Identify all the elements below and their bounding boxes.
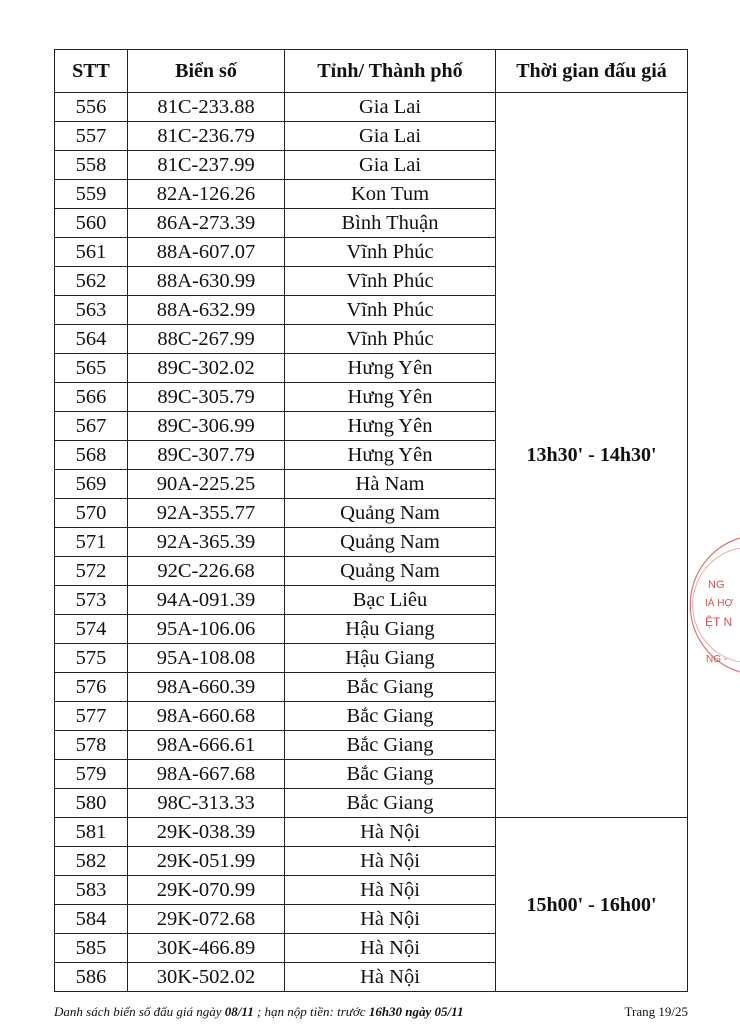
cell-province: Bắc Giang — [285, 731, 496, 760]
cell-stt: 562 — [55, 267, 128, 296]
footer-deadline: 16h30 ngày 05/11 — [368, 1004, 464, 1019]
cell-stt: 583 — [55, 876, 128, 905]
cell-plate-number: 30K-502.02 — [128, 963, 285, 992]
cell-plate-number: 29K-038.39 — [128, 818, 285, 847]
cell-stt: 581 — [55, 818, 128, 847]
cell-province: Gia Lai — [285, 93, 496, 122]
cell-plate-number: 89C-307.79 — [128, 441, 285, 470]
table-row — [55, 93, 688, 122]
cell-stt: 567 — [55, 412, 128, 441]
cell-stt: 572 — [55, 557, 128, 586]
cell-plate-number: 92A-355.77 — [128, 499, 285, 528]
footer-note — [54, 1004, 463, 1020]
cell-province: Vĩnh Phúc — [285, 238, 496, 267]
cell-plate-number: 88A-607.07 — [128, 238, 285, 267]
cell-stt: 565 — [55, 354, 128, 383]
cell-province: Vĩnh Phúc — [285, 267, 496, 296]
cell-province: Quảng Nam — [285, 557, 496, 586]
cell-plate-number: 82A-126.26 — [128, 180, 285, 209]
cell-province: Hưng Yên — [285, 383, 496, 412]
cell-plate-number: 88A-632.99 — [128, 296, 285, 325]
page-number: Trang 19/25 — [624, 1004, 688, 1019]
cell-province: Quảng Nam — [285, 528, 496, 557]
header-plate-number: Biển số — [128, 50, 285, 93]
cell-province: Bắc Giang — [285, 760, 496, 789]
cell-stt: 568 — [55, 441, 128, 470]
cell-plate-number: 29K-051.99 — [128, 847, 285, 876]
cell-province: Hà Nội — [285, 963, 496, 992]
cell-stt: 574 — [55, 615, 128, 644]
stamp-text-2: IÁ HỢ — [705, 598, 734, 609]
cell-plate-number: 98A-667.68 — [128, 760, 285, 789]
cell-province: Bắc Giang — [285, 673, 496, 702]
cell-stt: 571 — [55, 528, 128, 557]
cell-auction-time: 15h00' - 16h00' — [496, 818, 688, 992]
cell-province: Hưng Yên — [285, 354, 496, 383]
cell-stt: 584 — [55, 905, 128, 934]
cell-province: Hậu Giang — [285, 615, 496, 644]
cell-plate-number: 95A-108.08 — [128, 644, 285, 673]
cell-plate-number: 98A-666.61 — [128, 731, 285, 760]
cell-province: Kon Tum — [285, 180, 496, 209]
cell-plate-number: 29K-070.99 — [128, 876, 285, 905]
cell-stt: 585 — [55, 934, 128, 963]
cell-stt: 558 — [55, 151, 128, 180]
cell-stt: 561 — [55, 238, 128, 267]
cell-province: Bắc Giang — [285, 789, 496, 818]
cell-province: Gia Lai — [285, 122, 496, 151]
table-body — [55, 93, 688, 992]
cell-plate-number: 88A-630.99 — [128, 267, 285, 296]
cell-province: Hà Nội — [285, 818, 496, 847]
cell-stt: 586 — [55, 963, 128, 992]
cell-plate-number: 89C-305.79 — [128, 383, 285, 412]
cell-province: Hưng Yên — [285, 441, 496, 470]
cell-plate-number: 86A-273.39 — [128, 209, 285, 238]
cell-stt: 582 — [55, 847, 128, 876]
cell-province: Quảng Nam — [285, 499, 496, 528]
cell-stt: 579 — [55, 760, 128, 789]
cell-province: Hà Nội — [285, 905, 496, 934]
cell-stt: 566 — [55, 383, 128, 412]
cell-stt: 577 — [55, 702, 128, 731]
footer-prefix: Danh sách biển số đấu giá ngày — [54, 1004, 225, 1019]
cell-province: Gia Lai — [285, 151, 496, 180]
header-stt: STT — [55, 50, 128, 93]
cell-plate-number: 92A-365.39 — [128, 528, 285, 557]
footer-date: 08/11 — [224, 1004, 254, 1019]
cell-province: Vĩnh Phúc — [285, 296, 496, 325]
cell-plate-number: 29K-072.68 — [128, 905, 285, 934]
cell-plate-number: 89C-302.02 — [128, 354, 285, 383]
table-header-row — [55, 50, 688, 93]
cell-stt: 557 — [55, 122, 128, 151]
cell-province: Bạc Liêu — [285, 586, 496, 615]
cell-province: Hậu Giang — [285, 644, 496, 673]
footer-middle: ; hạn nộp tiền: trước — [253, 1004, 369, 1019]
cell-province: Hà Nội — [285, 876, 496, 905]
header-auction-time: Thời gian đấu giá — [496, 50, 688, 93]
stamp-text-4: NG - — [706, 654, 728, 665]
cell-plate-number: 92C-226.68 — [128, 557, 285, 586]
cell-stt: 576 — [55, 673, 128, 702]
cell-province: Hưng Yên — [285, 412, 496, 441]
table-row — [55, 818, 688, 847]
red-stamp-seal — [700, 530, 740, 680]
cell-stt: 569 — [55, 470, 128, 499]
cell-stt: 580 — [55, 789, 128, 818]
cell-plate-number: 94A-091.39 — [128, 586, 285, 615]
cell-stt: 573 — [55, 586, 128, 615]
cell-stt: 556 — [55, 93, 128, 122]
cell-stt: 563 — [55, 296, 128, 325]
cell-stt: 564 — [55, 325, 128, 354]
cell-plate-number: 98A-660.39 — [128, 673, 285, 702]
cell-plate-number: 95A-106.06 — [128, 615, 285, 644]
stamp-text-3: ỆT N — [705, 615, 733, 629]
cell-plate-number: 98C-313.33 — [128, 789, 285, 818]
cell-stt: 559 — [55, 180, 128, 209]
cell-stt: 575 — [55, 644, 128, 673]
cell-plate-number: 30K-466.89 — [128, 934, 285, 963]
cell-province: Hà Nam — [285, 470, 496, 499]
cell-province: Hà Nội — [285, 847, 496, 876]
cell-province: Vĩnh Phúc — [285, 325, 496, 354]
cell-province: Bình Thuận — [285, 209, 496, 238]
cell-plate-number: 81C-233.88 — [128, 93, 285, 122]
cell-plate-number: 81C-236.79 — [128, 122, 285, 151]
cell-province: Bắc Giang — [285, 702, 496, 731]
header-province: Tỉnh/ Thành phố — [285, 50, 496, 93]
cell-stt: 560 — [55, 209, 128, 238]
cell-stt: 578 — [55, 731, 128, 760]
cell-plate-number: 90A-225.25 — [128, 470, 285, 499]
plate-auction-table — [54, 49, 688, 992]
cell-plate-number: 81C-237.99 — [128, 151, 285, 180]
stamp-text-1: NG — [708, 579, 725, 591]
cell-plate-number: 89C-306.99 — [128, 412, 285, 441]
cell-plate-number: 98A-660.68 — [128, 702, 285, 731]
cell-stt: 570 — [55, 499, 128, 528]
cell-province: Hà Nội — [285, 934, 496, 963]
cell-auction-time: 13h30' - 14h30' — [496, 93, 688, 818]
cell-plate-number: 88C-267.99 — [128, 325, 285, 354]
